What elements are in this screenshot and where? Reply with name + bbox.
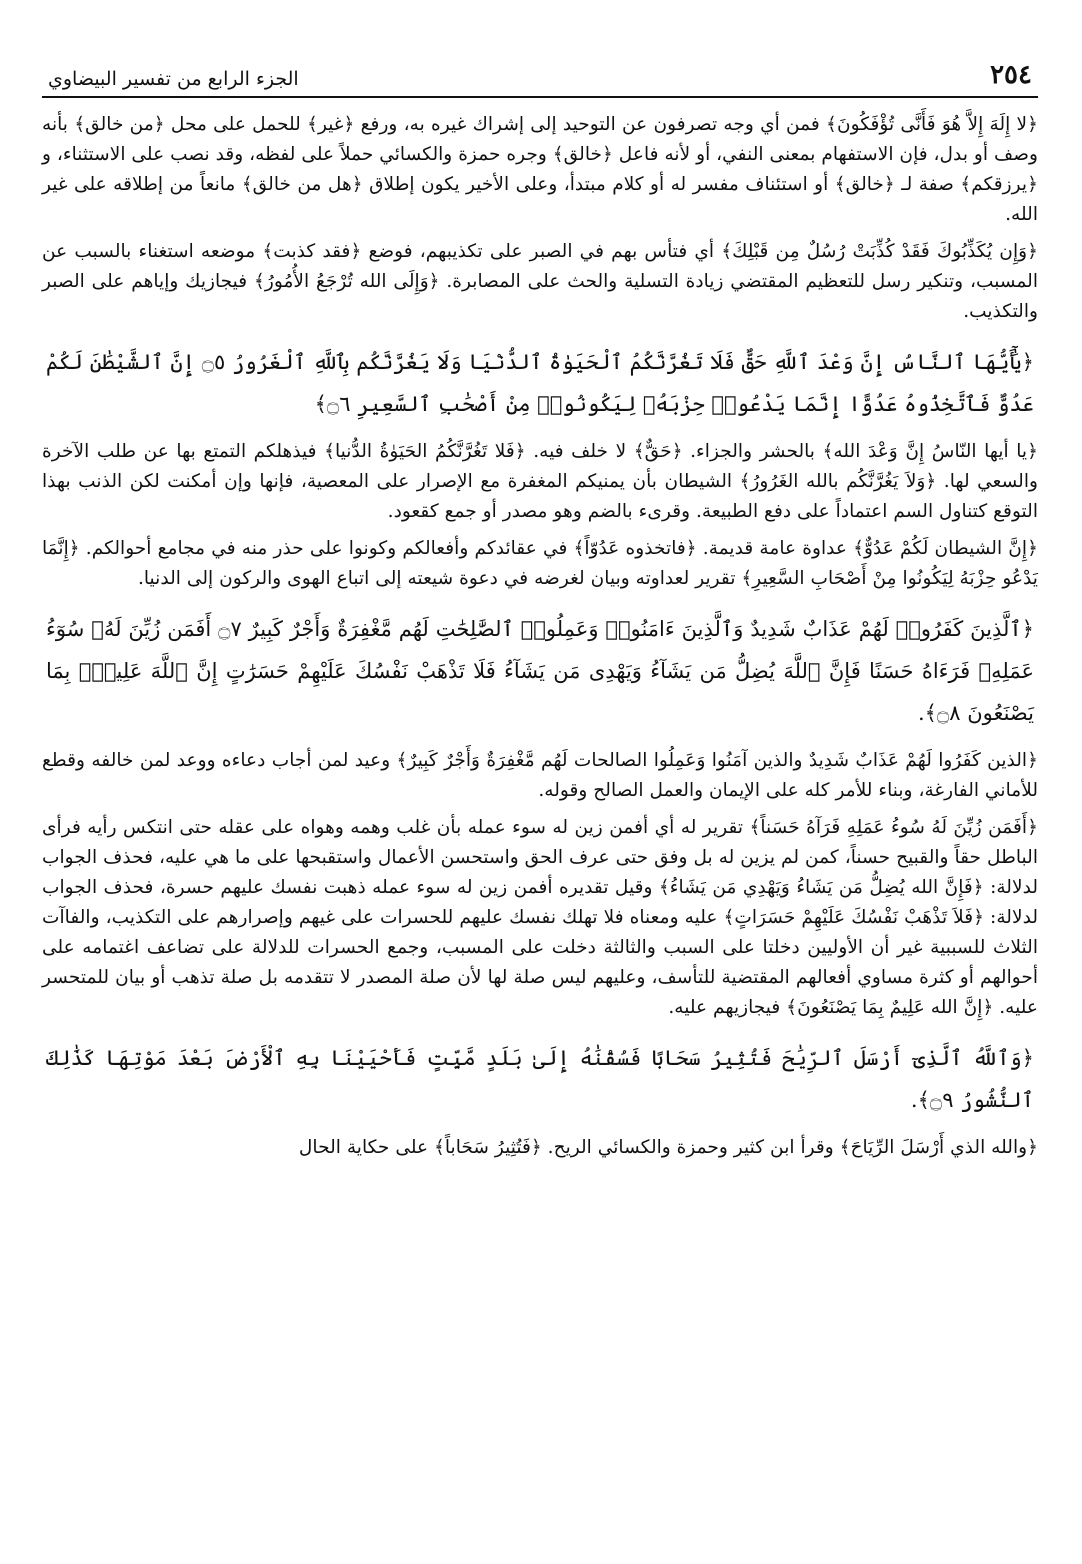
quran-verse-block: ﴿وَٱللَّهُ ٱلَّذِىٓ أَرْسَلَ ٱلرِّيَٰحَ فَتُثِيرُ سَحَابًا فَسُقْنَٰهُ إِلَىٰ بَلَدٍ مَّيِّتٍ فَأَحْيَيْنَا بِهِ ٱلْأَرْضَ بَعْدَ مَوْتِهَا كَذَٰلِكَ ٱلنُّشُورُ ۝٩﴾. — [46, 1046, 1034, 1112]
quran-verse-block: ﴿ٱلَّذِينَ كَفَرُوا۟ لَهُمْ عَذَابٌ شَدِيدٌ وَٱلَّذِينَ ءَامَنُوا۟ وَعَمِلُوا۟ ٱلصَّٰلِحَٰتِ لَهُم مَّغْفِرَةٌ وَأَجْرٌ كَبِيرٌ ۝٧ أَفَمَن زُيِّنَ لَهُۥ سُوٓءُ عَمَلِهِۦ فَرَءَاهُ حَسَنًا فَإِنَّ ٱللَّهَ يُضِلُّ مَن يَشَآءُ وَيَهْدِى مَن يَشَآءُ فَلَا تَذْهَبْ نَفْسُكَ عَلَيْهِمْ حَسَرَٰتٍ إِنَّ ٱللَّهَ عَلِيمٌۢ بِمَا يَصْنَعُونَ ۝٨﴾. — [46, 617, 1034, 725]
commentary-paragraph: ﴿والله الذي أَرْسَلَ الرِّيَاحَ﴾ وقرأ ابن كثير وحمزة والكسائي الريح. ﴿فَتُثِيرُ سَحَاباً﴾ على حكاية الحال — [298, 1137, 1038, 1158]
commentary-paragraph: ﴿لا إِلَهَ إِلاَّ هُوَ فَأَنَّى تُؤْفَكُونَ﴾ فمن أي وجه تصرفون عن التوحيد إلى إشراك غيره به، ورفع ﴿غير﴾ للحمل على محل ﴿من خالق﴾ بأنه وصف أو بدل، فإن الاستفهام بمعنى النفي، أو لأنه فاعل ﴿خالق﴾ وجره حمزة والكسائي حملاً على لفظه، وقد نصب على الاستثناء، و ﴿يرزقكم﴾ صفة لـ ﴿خالق﴾ أو استئناف مفسر له أو كلام مبتدأ، وعلى الأخير يكون إطلاق ﴿هل من خالق﴾ مانعاً من إطلاقه على غير الله. — [42, 114, 1038, 225]
page-header — [42, 48, 1038, 98]
commentary-paragraph: ﴿الذين كَفَرُوا لَهُمْ عَذَابٌ شَدِيدٌ والذين آمَنُوا وَعَمِلُوا الصالحات لَهُم مَّغْفِرَةٌ وَأَجْرٌ كَبِيرٌ﴾ وعيد لمن أجاب دعاءه ووعد لمن خالفه وقطع للأماني الفارغة، وبناء للأمر كله على الإيمان والعمل الصالح وقوله. — [42, 750, 1038, 801]
page-number: ٢٥٤ — [990, 60, 1032, 90]
commentary-paragraph: ﴿إِنَّ الشيطان لَكُمْ عَدُوٌّ﴾ عداوة عامة قديمة. ﴿فاتخذوه عَدُوّاً﴾ في عقائدكم وأفعالكم وكونوا على حذر منه في مجامع أحوالكم. ﴿إِنَّمَا يَدْعُو حِزْبَهُ لِيَكُونُوا مِنْ أَصْحَابِ السَّعِيرِ﴾ تقرير لعداوته وبيان لغرضه في دعوة شيعته إلى اتباع الهوى والركون إلى الدنيا. — [42, 538, 1038, 589]
commentary-paragraph: ﴿يا أيها النّاسُ إِنَّ وَعْدَ الله﴾ بالحشر والجزاء. ﴿حَقٌّ﴾ لا خلف فيه. ﴿فَلا تَغُرَّنَّكُمُ الحَيَوٰةُ الدُّنيا﴾ فيذهلكم التمتع بها عن طلب الآخرة والسعي لها. ﴿وَلاَ يَغُرَّنَّكُم بالله الغَرُورُ﴾ الشيطان بأن يمنيكم المغفرة مع الإصرار على المعصية، فإنها وإن أمكنت لكن الذنب بهذا التوقع كتناول السم اعتماداً على دفع الطبيعة. وقرىء بالضم وهو مصدر أو جمع كقعود. — [42, 441, 1038, 522]
commentary-paragraph: ﴿أَفَمَن زُيِّنَ لَهُ سُوءُ عَمَلِهِ فَرَآهُ حَسَناً﴾ تقرير له أي أفمن زين له سوء عمله بأن غلب وهمه وهواه على عقله حتى انتكس رأيه فرأى الباطل حقاً والقبيح حسناً، كمن لم يزين له بل وفق حتى عرف الحق واستحسن الأعمال واستقبحها على ما هي عليه، فحذف الجواب لدلالة: ﴿فَإِنَّ الله يُضِلُّ مَن يَشَاءُ وَيَهْدِي مَن يَشَاءُ﴾ وقيل تقديره أفمن زين له سوء عمله ذهبت نفسك عليهم حسرة، فحذف الجواب لدلالة: ﴿فَلاَ تَذْهَبْ نَفْسُكَ عَلَيْهِمْ حَسَرَاتٍ﴾ عليه ومعناه فلا تهلك نفسك عليهم للحسرات على غيهم وإصرارهم على التكذيب، والفاآت الثلاث للسببية غير أن الأوليين دخلتا على السبب والثالثة دخلت على المسبب، وجمع الحسرات للدلالة على تضاعف اغتمامه على أحوالهم أو كثرة مساوي أفعالهم المقتضية للتأسف، وعليهم ليس صلة لها لأن صلة المصدر لا تتقدمه بل صلة تذهب أو بيان للمتحسر عليه. ﴿إِنَّ الله عَلِيمٌ بِمَا يَصْنَعُونَ﴾ فيجازيهم عليه. — [42, 817, 1038, 1018]
book-page — [42, 48, 1038, 1548]
running-title: الجزء الرابع من تفسير البيضاوي — [48, 68, 299, 90]
commentary-paragraph: ﴿وَإِن يُكَذِّبُوكَ فَقَدْ كُذِّبَتْ رُسُلٌ مِن قَبْلِكَ﴾ أي فتأس بهم في الصبر على تكذيبهم، فوضع ﴿فقد كذبت﴾ موضعه استغناء بالسبب عن المسبب، وتنكير رسل للتعظيم المقتضي زيادة التسلية والحث على المصابرة. ﴿وَإِلَى الله تُرْجَعُ الأُمُورُ﴾ فيجازيك وإياهم على الصبر والتكذيب. — [42, 241, 1038, 322]
page-content — [42, 110, 1038, 1163]
quran-verse-block: ﴿يَٰٓأَيُّهَا ٱلنَّاسُ إِنَّ وَعْدَ ٱللَّهِ حَقٌّ فَلَا تَغُرَّنَّكُمُ ٱلْحَيَوٰةُ ٱلدُّنْيَا وَلَا يَغُرَّنَّكُم بِٱللَّهِ ٱلْغَرُورُ ۝٥ إِنَّ ٱلشَّيْطَٰنَ لَكُمْ عَدُوٌّ فَٱتَّخِذُوهُ عَدُوًّا إِنَّمَا يَدْعُوا۟ حِزْبَهُۥ لِيَكُونُوا۟ مِنْ أَصْحَٰبِ ٱلسَّعِيرِ ۝٦﴾ — [46, 350, 1034, 416]
